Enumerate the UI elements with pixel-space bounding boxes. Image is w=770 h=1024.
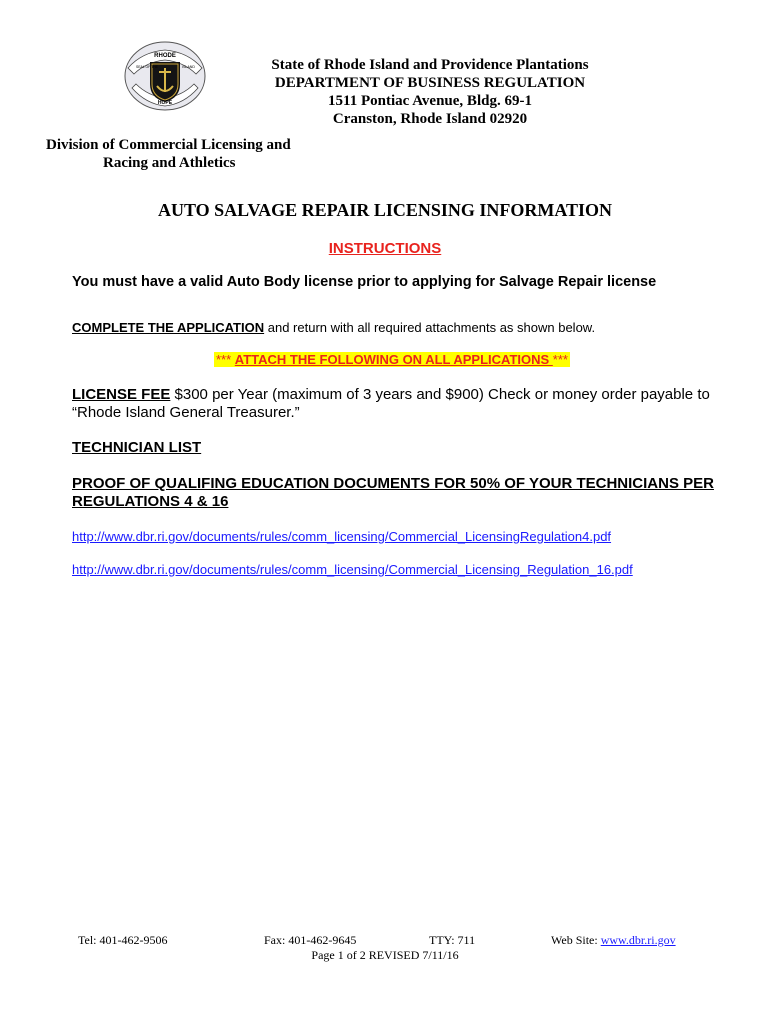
attach-suffix: *** <box>552 352 568 367</box>
complete-application-line <box>72 320 595 335</box>
complete-application-label: COMPLETE THE APPLICATION <box>72 320 265 335</box>
prerequisite-notice: You must have a valid Auto Body license prior to applying for Salvage Repair license <box>72 274 657 290</box>
attach-prefix: *** <box>216 352 235 367</box>
footer-website <box>551 933 676 948</box>
instructions-heading: INSTRUCTIONS <box>328 240 442 257</box>
footer-tty: TTY: 711 <box>429 933 476 947</box>
seal-bottom-text: HOPE <box>157 100 173 106</box>
footer-telephone: Tel: 401-462-9506 <box>78 933 168 947</box>
regulation-16-link[interactable]: http://www.dbr.ri.gov/documents/rules/comm_licensing/Commercial_Licensing_Regulation_16.pdf <box>72 562 633 577</box>
seal-top-text: RHODE <box>154 53 176 59</box>
footer-website-label: Web Site: <box>551 933 601 947</box>
license-fee-label: LICENSE FEE <box>72 386 171 403</box>
attach-notice <box>214 352 570 367</box>
seal-left-text: SEAL OF THE <box>136 65 158 69</box>
header-address-line: 1511 Pontiac Avenue, Bldg. 69-1 <box>328 93 532 109</box>
header-city-line: Cranston, Rhode Island 02920 <box>332 111 528 127</box>
attach-text: ATTACH THE FOLLOWING ON ALL APPLICATIONS <box>234 352 553 367</box>
license-fee-paragraph <box>72 386 712 422</box>
footer-website-link[interactable]: www.dbr.ri.gov <box>600 933 676 947</box>
rhode-island-seal-logo <box>122 38 208 114</box>
header-department-line: DEPARTMENT OF BUSINESS REGULATION <box>274 75 586 91</box>
seal-right-text: ISLAND <box>182 65 195 69</box>
footer-fax: Fax: 401-462-9645 <box>264 933 357 947</box>
footer-page-info: Page 1 of 2 REVISED 7/11/16 <box>311 948 459 962</box>
license-fee-text: $300 per Year (maximum of 3 years and $900) Check or money order payable to “Rhode Island General Treasurer.” <box>72 386 710 421</box>
division-line-1: Division of Commercial Licensing and <box>46 137 291 153</box>
complete-application-text: and return with all required attachments as shown below. <box>264 320 596 335</box>
header-state-line: State of Rhode Island and Providence Plantations <box>271 57 589 73</box>
division-line-2: Racing and Athletics <box>103 155 236 171</box>
proof-of-education-heading: PROOF OF QUALIFING EDUCATION DOCUMENTS FOR 50% OF YOUR TECHNICIANS PER REGULATIONS 4 & 16 <box>72 475 714 510</box>
document-title: AUTO SALVAGE REPAIR LICENSING INFORMATION <box>157 200 613 220</box>
technician-list-heading: TECHNICIAN LIST <box>72 439 202 456</box>
regulation-4-link[interactable]: http://www.dbr.ri.gov/documents/rules/comm_licensing/Commercial_LicensingRegulation4.pdf <box>72 529 612 544</box>
